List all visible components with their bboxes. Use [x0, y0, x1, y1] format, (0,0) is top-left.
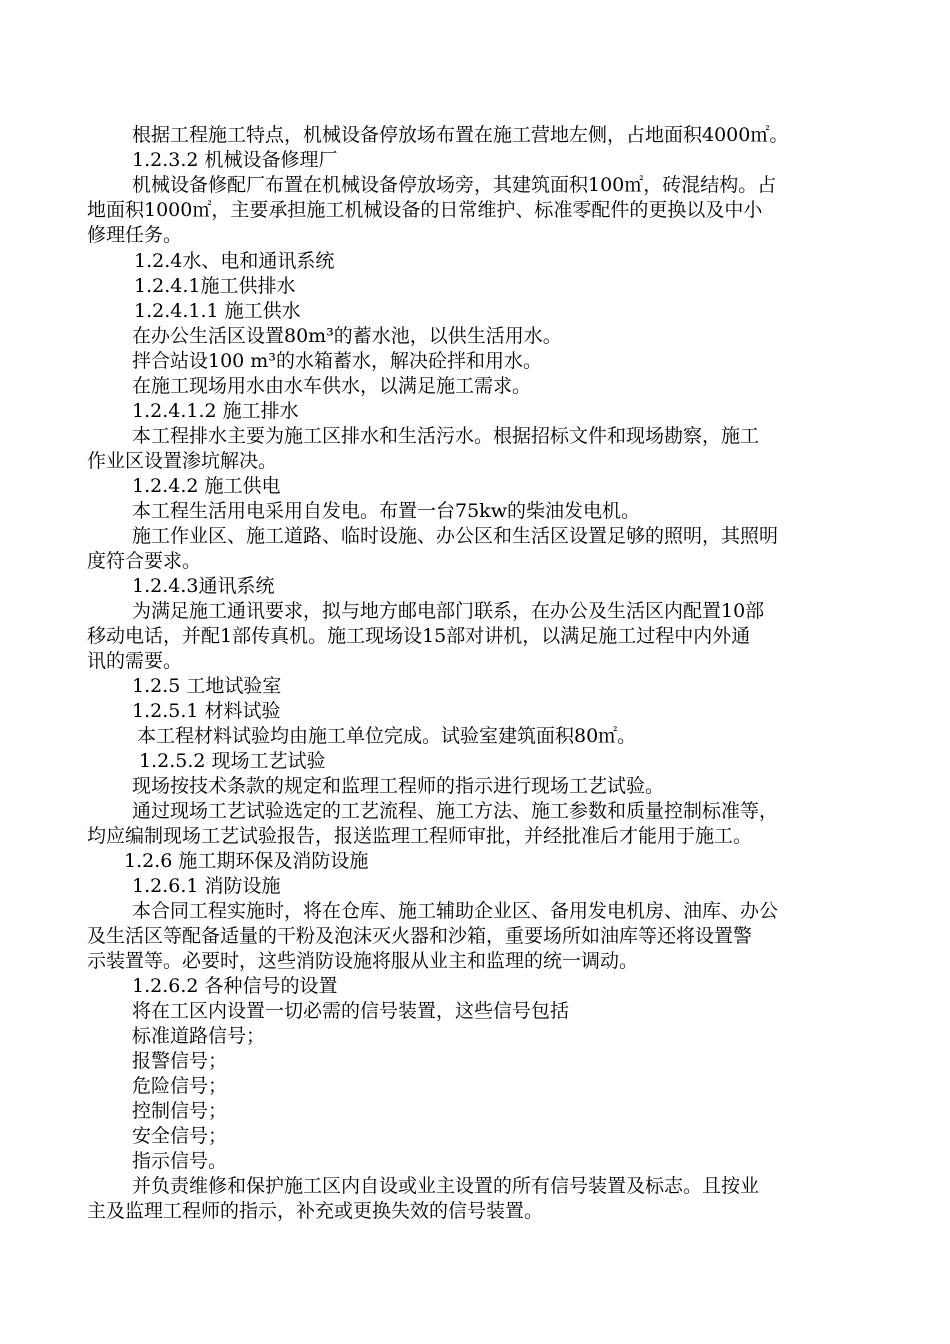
text-line: 主及监理工程师的指示，补充或更换失效的信号装置。 [87, 1200, 544, 1222]
text-line: 机械设备修配厂布置在机械设备停放场旁，其建筑面积100㎡，砖混结构。占 [132, 174, 777, 196]
text-line: 本工程排水主要为施工区排水和生活污水。根据招标文件和现场勘察，施工 [132, 425, 760, 447]
text-line: 示装置等。必要时，这些消防设施将服从业主和监理的统一调动。 [87, 950, 639, 972]
text-line: 拌合站设100 m³的水箱蓄水，解决砼拌和用水。 [132, 350, 542, 372]
section-heading: 1.2.4水、电和通讯系统 [134, 250, 335, 272]
list-item: 危险信号； [132, 1075, 228, 1097]
section-heading: 1.2.5 工地试验室 [132, 675, 282, 697]
section-heading: 1.2.5.2 现场工艺试验 [139, 750, 326, 772]
list-item: 标准道路信号； [132, 1025, 266, 1047]
text-line: 将在工区内设置一切必需的信号装置，这些信号包括 [132, 1000, 570, 1022]
text-line: 本合同工程实施时，将在仓库、施工辅助企业区、备用发电机房、油库、办公 [132, 900, 779, 922]
text-line: 本工程材料试验均由施工单位完成。试验室建筑面积80㎡。 [137, 725, 637, 747]
text-line: 施工作业区、施工道路、临时设施、办公区和生活区设置足够的照明，其照明 [132, 525, 779, 547]
text-line: 为满足施工通讯要求，拟与地方邮电部门联系，在办公及生活区内配置10部 [132, 600, 765, 622]
text-line: 作业区设置渗坑解决。 [87, 450, 278, 472]
text-line: 地面积1000㎡，主要承担施工机械设备的日常维护、标准零配件的更换以及中小 [87, 199, 763, 221]
section-heading: 1.2.3.2 机械设备修理厂 [132, 149, 338, 171]
section-heading: 1.2.4.1.1 施工供水 [134, 300, 301, 322]
list-item: 报警信号； [132, 1050, 228, 1072]
text-line: 均应编制现场工艺试验报告，报送监理工程师审批，并经批准后才能用于施工。 [87, 825, 753, 847]
section-heading: 1.2.4.3通讯系统 [132, 575, 275, 597]
list-item: 指示信号。 [132, 1150, 228, 1172]
section-heading: 1.2.4.2 施工供电 [132, 475, 281, 497]
text-line: 在施工现场用水由水车供水，以满足施工需求。 [132, 375, 532, 397]
text-line: 根据工程施工特点，机械设备停放场布置在施工营地左侧，占地面积4000㎡。 [132, 124, 789, 146]
section-heading: 1.2.5.1 材料试验 [132, 700, 281, 722]
text-line: 并负责维修和保护施工区内自设或业主设置的所有信号装置及标志。且按业 [132, 1175, 760, 1197]
section-heading: 1.2.6.1 消防设施 [132, 875, 281, 897]
text-line: 在办公生活区设置80m³的蓄水池，以供生活用水。 [132, 325, 562, 347]
section-heading: 1.2.6.2 各种信号的设置 [132, 975, 338, 997]
text-line: 度符合要求。 [87, 550, 202, 572]
section-heading: 1.2.4.1.2 施工排水 [132, 400, 299, 422]
text-line: 及生活区等配备适量的干粉及泡沫灭火器和沙箱，重要场所如油库等还将设置警 [87, 925, 753, 947]
text-line: 讯的需要。 [87, 650, 183, 672]
text-line: 修理任务。 [87, 224, 183, 246]
section-heading: 1.2.6 施工期环保及消防设施 [124, 850, 369, 872]
text-line: 移动电话，并配1部传真机。施工现场设15部对讲机，以满足施工过程中内外通 [87, 625, 751, 647]
section-heading: 1.2.4.1施工供排水 [134, 275, 296, 297]
text-line: 通过现场工艺试验选定的工艺流程、施工方法、施工参数和质量控制标准等， [132, 800, 779, 822]
list-item: 安全信号； [132, 1125, 228, 1147]
text-line: 现场按技术条款的规定和监理工程师的指示进行现场工艺试验。 [132, 775, 665, 797]
text-line: 本工程生活用电采用自发电。布置一台75kw的柴油发电机。 [132, 500, 640, 522]
list-item: 控制信号； [132, 1100, 228, 1122]
